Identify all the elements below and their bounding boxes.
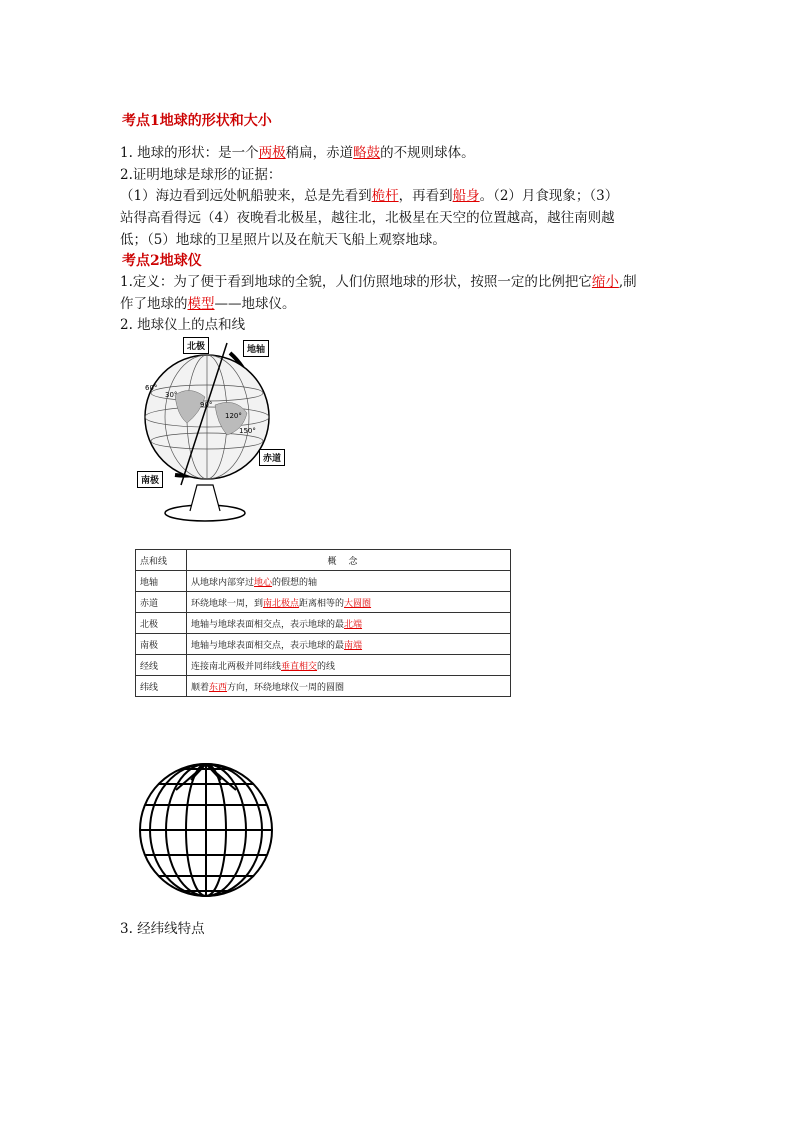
answer-text: 南北极点: [263, 598, 300, 609]
answer-text: 两极: [258, 145, 286, 161]
deg30-label: 30°: [165, 391, 178, 399]
north-pole-label: 北极: [183, 337, 209, 354]
table-header-cell: 点和线: [136, 550, 187, 571]
answer-text: 缩小: [591, 274, 619, 290]
table-cell-concept: [187, 676, 511, 697]
table-cell-name: 经线: [136, 655, 187, 676]
text: 方向，环绕地球仪一周的圆圈: [227, 682, 345, 693]
text: 的线: [317, 661, 336, 672]
table-row: [136, 655, 511, 676]
deg90-label: 90°: [200, 401, 213, 409]
deg150-label: 150°: [239, 427, 256, 435]
evidence-line-2: 站得高看得远（4）夜晚看北极星，越往北，北极星在天空的位置越高，越往南则越: [120, 210, 615, 226]
table-row: [136, 634, 511, 655]
table-header-row: [136, 550, 511, 571]
text: 稍扁，赤道: [285, 145, 354, 161]
answer-text: 略鼓: [353, 145, 381, 161]
answer-text: 北端: [344, 619, 363, 630]
section3-heading: 3. 经纬线特点: [120, 921, 205, 937]
table-cell-name: 北极: [136, 613, 187, 634]
text: ，再看到: [398, 188, 453, 204]
axis-label: 地轴: [243, 340, 269, 357]
text: ——地球仪。: [214, 296, 296, 312]
evidence-line-3: 低；（5）地球的卫星照片以及在航天飞船上观察地球。: [120, 232, 446, 248]
shape-paragraph: [120, 141, 475, 161]
points-lines-title: 2. 地球仪上的点和线: [120, 317, 246, 333]
equator-label: 赤道: [259, 449, 285, 466]
text: 地轴与地球表面相交点，表示地球的最: [191, 640, 345, 651]
table-header-cell: 概念: [187, 550, 511, 571]
globe-figure: [135, 335, 285, 525]
evidence-line-1: [120, 184, 618, 204]
text: 环绕地球一周，到: [191, 598, 264, 609]
points-lines-table: [135, 549, 511, 697]
evidence-title: 2.证明地球是球形的证据：: [120, 167, 282, 183]
text: 连接南北两极并同纬线: [191, 661, 282, 672]
table-cell-concept: [187, 655, 511, 676]
graticule-figure: [136, 760, 276, 900]
table-row: [136, 676, 511, 697]
section1-heading: 考点1地球的形状和大小: [122, 113, 272, 129]
text: 作了地球的: [120, 296, 188, 312]
table-cell-name: 地轴: [136, 571, 187, 592]
table-row: [136, 571, 511, 592]
south-pole-label: 南极: [137, 471, 163, 488]
text: 从地球内部穿过: [191, 577, 255, 588]
deg60-label: 60°: [145, 384, 158, 392]
text: 距离相等的: [299, 598, 345, 609]
answer-text: 南端: [344, 640, 363, 651]
definition-line-2: [120, 292, 296, 312]
answer-text: 模型: [187, 296, 215, 312]
text: 1.定义：为了便于看到地球的全貌，人们仿照地球的形状，按照一定的比例把它: [120, 274, 592, 290]
answer-text: 大圆圈: [344, 598, 372, 609]
answer-text: 东西: [209, 682, 228, 693]
definition-line-1: [120, 270, 637, 290]
answer-text: 桅杆: [371, 188, 399, 204]
table-cell-concept: [187, 571, 511, 592]
answer-text: 地心: [254, 577, 273, 588]
deg120-label: 120°: [225, 412, 242, 420]
section2-heading: 考点2地球仪: [122, 253, 202, 269]
table-cell-concept: [187, 592, 511, 613]
table-cell-name: 赤道: [136, 592, 187, 613]
answer-text: 垂直相交: [281, 661, 318, 672]
text: 地轴与地球表面相交点，表示地球的最: [191, 619, 345, 630]
table-row: [136, 592, 511, 613]
table-cell-name: 南极: [136, 634, 187, 655]
text: 的假想的轴: [272, 577, 318, 588]
table-row: [136, 613, 511, 634]
table-cell-concept: [187, 613, 511, 634]
text: 顺着: [191, 682, 210, 693]
globe-drawing: [135, 335, 285, 525]
table-cell-name: 纬线: [136, 676, 187, 697]
text: 。（2）月食现象；（3）: [479, 188, 619, 204]
table-cell-concept: [187, 634, 511, 655]
answer-text: 船身: [452, 188, 480, 204]
text: （1）海边看到远处帆船驶来，总是先看到: [120, 188, 372, 204]
text: ,制: [618, 274, 637, 290]
graticule-drawing: [136, 760, 276, 900]
text: 的不规则球体。: [380, 145, 475, 161]
text: 1. 地球的形状：是一个: [120, 145, 259, 161]
